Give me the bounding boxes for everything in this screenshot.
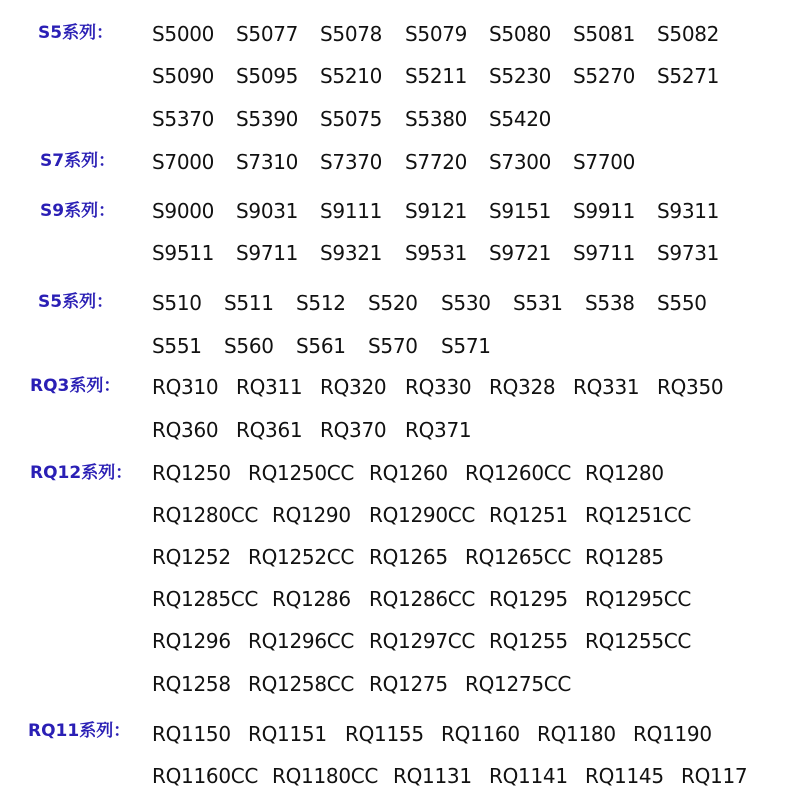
model-item: S561 [296, 334, 346, 358]
model-item: S5380 [405, 107, 468, 131]
model-item: S5270 [573, 64, 636, 88]
model-item: RQ1265CC [465, 545, 572, 569]
model-item: RQ1286CC [369, 587, 476, 611]
series-label-s5: S5系列： [38, 23, 114, 43]
model-item: RQ1250CC [248, 461, 355, 485]
model-item: S5000 [152, 22, 215, 46]
model-item: RQ1280 [585, 461, 664, 485]
model-item: RQ1295CC [585, 587, 692, 611]
model-item: RQ1151 [248, 722, 327, 746]
model-item: RQ370 [320, 418, 387, 442]
model-item: S9731 [657, 241, 720, 265]
model-item: S7720 [405, 150, 468, 174]
model-item: RQ320 [320, 375, 387, 399]
model-item: S9721 [489, 241, 552, 265]
model-item: S5079 [405, 22, 468, 46]
model-item: S5078 [320, 22, 383, 46]
model-item: S5090 [152, 64, 215, 88]
model-item: RQ361 [236, 418, 303, 442]
model-item: RQ1155 [345, 722, 424, 746]
model-item: RQ1160CC [152, 764, 259, 788]
model-item: RQ1255 [489, 629, 568, 653]
model-item: S5077 [236, 22, 299, 46]
model-item: S531 [513, 291, 563, 315]
model-item: S9321 [320, 241, 383, 265]
model-item: S5271 [657, 64, 720, 88]
model-item: RQ1286 [272, 587, 351, 611]
model-item: RQ1296CC [248, 629, 355, 653]
model-item: S9711 [236, 241, 299, 265]
model-item: RQ1141 [489, 764, 568, 788]
model-item: S9311 [657, 199, 720, 223]
model-item: RQ1258CC [248, 672, 355, 696]
model-item: S5390 [236, 107, 299, 131]
model-item: S512 [296, 291, 346, 315]
model-item: RQ1280CC [152, 503, 259, 527]
model-item: RQ328 [489, 375, 556, 399]
model-item: RQ1252 [152, 545, 231, 569]
series-label-s9: S9系列： [40, 201, 116, 221]
model-item: RQ310 [152, 375, 219, 399]
model-item: S9511 [152, 241, 215, 265]
model-item: S530 [441, 291, 491, 315]
model-item: RQ1285 [585, 545, 664, 569]
model-item: RQ1296 [152, 629, 231, 653]
model-item: RQ1290CC [369, 503, 476, 527]
model-item: RQ1258 [152, 672, 231, 696]
series-label-s7: S7系列： [40, 151, 116, 171]
model-item: S5210 [320, 64, 383, 88]
model-item: RQ1180 [537, 722, 616, 746]
model-item: RQ1265 [369, 545, 448, 569]
model-item: S7310 [236, 150, 299, 174]
model-item: RQ117 [681, 764, 748, 788]
model-item: RQ1260CC [465, 461, 572, 485]
model-item: RQ1131 [393, 764, 472, 788]
model-item: RQ1145 [585, 764, 664, 788]
series-label-rq3: RQ3系列： [30, 376, 121, 396]
model-item: RQ1251CC [585, 503, 692, 527]
model-item: S9111 [320, 199, 383, 223]
model-item: RQ1295 [489, 587, 568, 611]
model-item: RQ331 [573, 375, 640, 399]
model-item: S9911 [573, 199, 636, 223]
model-item: S9711 [573, 241, 636, 265]
model-item: S550 [657, 291, 707, 315]
model-item: RQ1180CC [272, 764, 379, 788]
model-item: S7300 [489, 150, 552, 174]
model-item: S551 [152, 334, 202, 358]
model-item: S5420 [489, 107, 552, 131]
model-item: S9000 [152, 199, 215, 223]
model-item: RQ371 [405, 418, 472, 442]
model-item: S5075 [320, 107, 383, 131]
model-item: RQ1285CC [152, 587, 259, 611]
series-label-rq12: RQ12系列： [30, 463, 133, 483]
model-item: S5230 [489, 64, 552, 88]
model-item: RQ330 [405, 375, 472, 399]
model-item: S560 [224, 334, 274, 358]
model-item: RQ1251 [489, 503, 568, 527]
series-label-s5-short: S5系列： [38, 292, 114, 312]
model-item: S570 [368, 334, 418, 358]
model-item: S9531 [405, 241, 468, 265]
model-item: RQ360 [152, 418, 219, 442]
model-item: RQ350 [657, 375, 724, 399]
model-item: RQ1252CC [248, 545, 355, 569]
model-item: S5082 [657, 22, 720, 46]
model-item: RQ1260 [369, 461, 448, 485]
model-item: S7000 [152, 150, 215, 174]
model-item: S5080 [489, 22, 552, 46]
model-item: S510 [152, 291, 202, 315]
model-item: RQ1150 [152, 722, 231, 746]
model-item: S571 [441, 334, 491, 358]
model-item: S7370 [320, 150, 383, 174]
model-item: RQ1290 [272, 503, 351, 527]
model-item: S5211 [405, 64, 468, 88]
model-item: S511 [224, 291, 274, 315]
model-item: S5081 [573, 22, 636, 46]
model-item: RQ1250 [152, 461, 231, 485]
model-item: RQ1160 [441, 722, 520, 746]
series-label-rq11: RQ11系列： [28, 721, 131, 741]
model-item: RQ1255CC [585, 629, 692, 653]
model-item: S5370 [152, 107, 215, 131]
model-item: RQ311 [236, 375, 303, 399]
model-item: S9121 [405, 199, 468, 223]
model-item: S9031 [236, 199, 299, 223]
model-item: S520 [368, 291, 418, 315]
model-item: RQ1190 [633, 722, 712, 746]
model-item: S538 [585, 291, 635, 315]
model-item: S7700 [573, 150, 636, 174]
model-item: RQ1275CC [465, 672, 572, 696]
model-item: RQ1275 [369, 672, 448, 696]
model-item: S5095 [236, 64, 299, 88]
model-item: S9151 [489, 199, 552, 223]
model-item: RQ1297CC [369, 629, 476, 653]
